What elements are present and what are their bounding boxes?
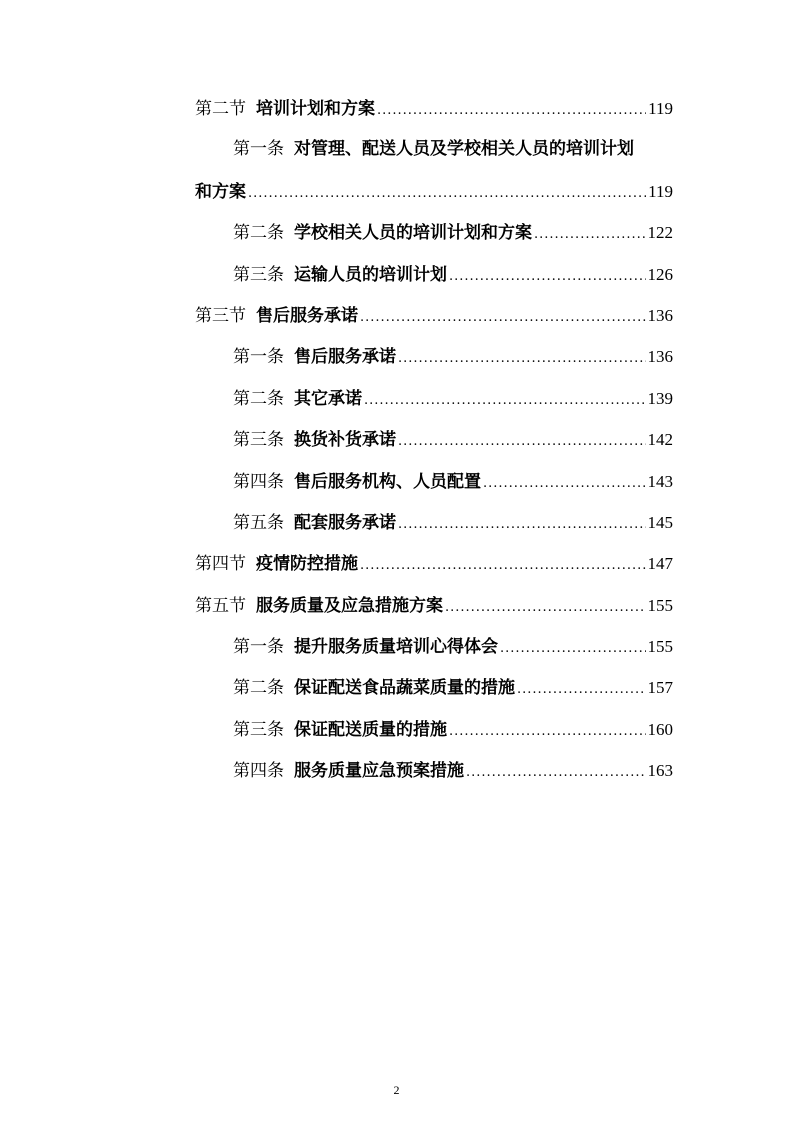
toc-leader-dots: [445, 587, 646, 628]
toc-entry-page: 136: [647, 305, 673, 325]
toc-leader-dots: [449, 711, 646, 752]
toc-entry-page: 136: [647, 347, 673, 367]
toc-entry-title: 保证配送质量的措施: [294, 719, 447, 740]
toc-entry-title: 运输人员的培训计划: [294, 264, 447, 285]
page-number: 2: [393, 1083, 400, 1097]
toc-entry-continuation[interactable]: [195, 171, 673, 212]
table-of-contents: [195, 88, 673, 792]
toc-entry[interactable]: [195, 461, 673, 502]
toc-entry[interactable]: [195, 419, 673, 460]
toc-entry-number: 第四条: [233, 471, 284, 492]
toc-entry[interactable]: [195, 254, 673, 295]
toc-leader-dots: [364, 380, 646, 421]
toc-entry-number: 第三节: [195, 305, 246, 326]
toc-entry-title: 其它承诺: [294, 388, 362, 409]
toc-entry-title: 换货补货承诺: [294, 430, 396, 451]
toc-leader-dots: [466, 752, 646, 793]
toc-entry-title: 售后服务承诺: [294, 347, 396, 368]
toc-entry-page: 157: [647, 678, 673, 698]
toc-entry-title: 售后服务机构、人员配置: [294, 471, 481, 492]
toc-leader-dots: [483, 463, 646, 504]
toc-entry-title: 提升服务质量培训心得体会: [294, 637, 498, 658]
toc-entry[interactable]: [195, 378, 673, 419]
toc-entry-title: 售后服务承诺: [256, 305, 358, 326]
toc-entry-title: 疫情防控措施: [256, 554, 358, 575]
toc-leader-dots: [398, 504, 646, 545]
toc-leader-dots: [248, 173, 646, 214]
toc-entry-page: 139: [647, 388, 673, 408]
toc-leader-dots: [449, 256, 646, 297]
toc-entry-title: 对管理、配送人员及学校相关人员的培训计划: [294, 139, 634, 160]
toc-entry-page: 142: [647, 430, 673, 450]
toc-entry-number: 第二条: [233, 678, 284, 699]
toc-leader-dots: [377, 90, 646, 131]
toc-entry-number: 第五条: [233, 512, 284, 533]
toc-entry[interactable]: [195, 626, 673, 667]
toc-entry[interactable]: [195, 212, 673, 253]
toc-entry-page: 119: [648, 181, 673, 201]
toc-entry-page: 155: [647, 595, 673, 615]
toc-leader-dots: [398, 421, 646, 462]
toc-entry-number: 第四条: [233, 761, 284, 782]
toc-leader-dots: [534, 214, 646, 255]
toc-entry-page: 126: [647, 264, 673, 284]
toc-entry-page: 122: [647, 223, 673, 243]
toc-entry-number: 第三条: [233, 430, 284, 451]
toc-entry[interactable]: [195, 750, 673, 791]
toc-leader-dots: [360, 297, 646, 338]
toc-entry[interactable]: [195, 129, 673, 170]
toc-entry-number: 第五节: [195, 595, 246, 616]
toc-entry[interactable]: [195, 667, 673, 708]
toc-leader-dots: [517, 669, 646, 710]
toc-entry-page: 163: [647, 761, 673, 781]
toc-entry-number: 第二条: [233, 388, 284, 409]
toc-leader-dots: [398, 338, 646, 379]
toc-entry[interactable]: [195, 336, 673, 377]
toc-entry[interactable]: [195, 502, 673, 543]
toc-entry-title-continuation: 和方案: [195, 181, 246, 202]
toc-entry-title: 保证配送食品蔬菜质量的措施: [294, 678, 515, 699]
toc-entry-title: 配套服务承诺: [294, 512, 396, 533]
toc-entry-title: 学校相关人员的培训计划和方案: [294, 223, 532, 244]
toc-entry-number: 第一条: [233, 347, 284, 368]
toc-entry-number: 第一条: [233, 139, 284, 160]
toc-entry[interactable]: [195, 543, 673, 584]
toc-entry-number: 第一条: [233, 637, 284, 658]
toc-leader-dots: [360, 545, 646, 586]
toc-entry-number: 第二条: [233, 223, 284, 244]
toc-entry-page: 147: [647, 554, 673, 574]
toc-entry[interactable]: [195, 709, 673, 750]
toc-leader-dots: [500, 628, 646, 669]
toc-entry[interactable]: [195, 88, 673, 129]
toc-entry-number: 第四节: [195, 554, 246, 575]
toc-entry-title: 服务质量及应急措施方案: [256, 595, 443, 616]
toc-entry-page: 143: [647, 471, 673, 491]
toc-entry-number: 第三条: [233, 719, 284, 740]
toc-entry[interactable]: [195, 295, 673, 336]
toc-entry[interactable]: [195, 585, 673, 626]
toc-entry-title: 服务质量应急预案措施: [294, 761, 464, 782]
toc-entry-number: 第三条: [233, 264, 284, 285]
toc-entry-page: 160: [647, 719, 673, 739]
toc-entry-page: 145: [647, 512, 673, 532]
toc-entry-page: 155: [647, 637, 673, 657]
toc-entry-title: 培训计划和方案: [256, 99, 375, 119]
toc-entry-page: 119: [648, 99, 673, 118]
toc-entry-number: 第二节: [195, 99, 246, 119]
